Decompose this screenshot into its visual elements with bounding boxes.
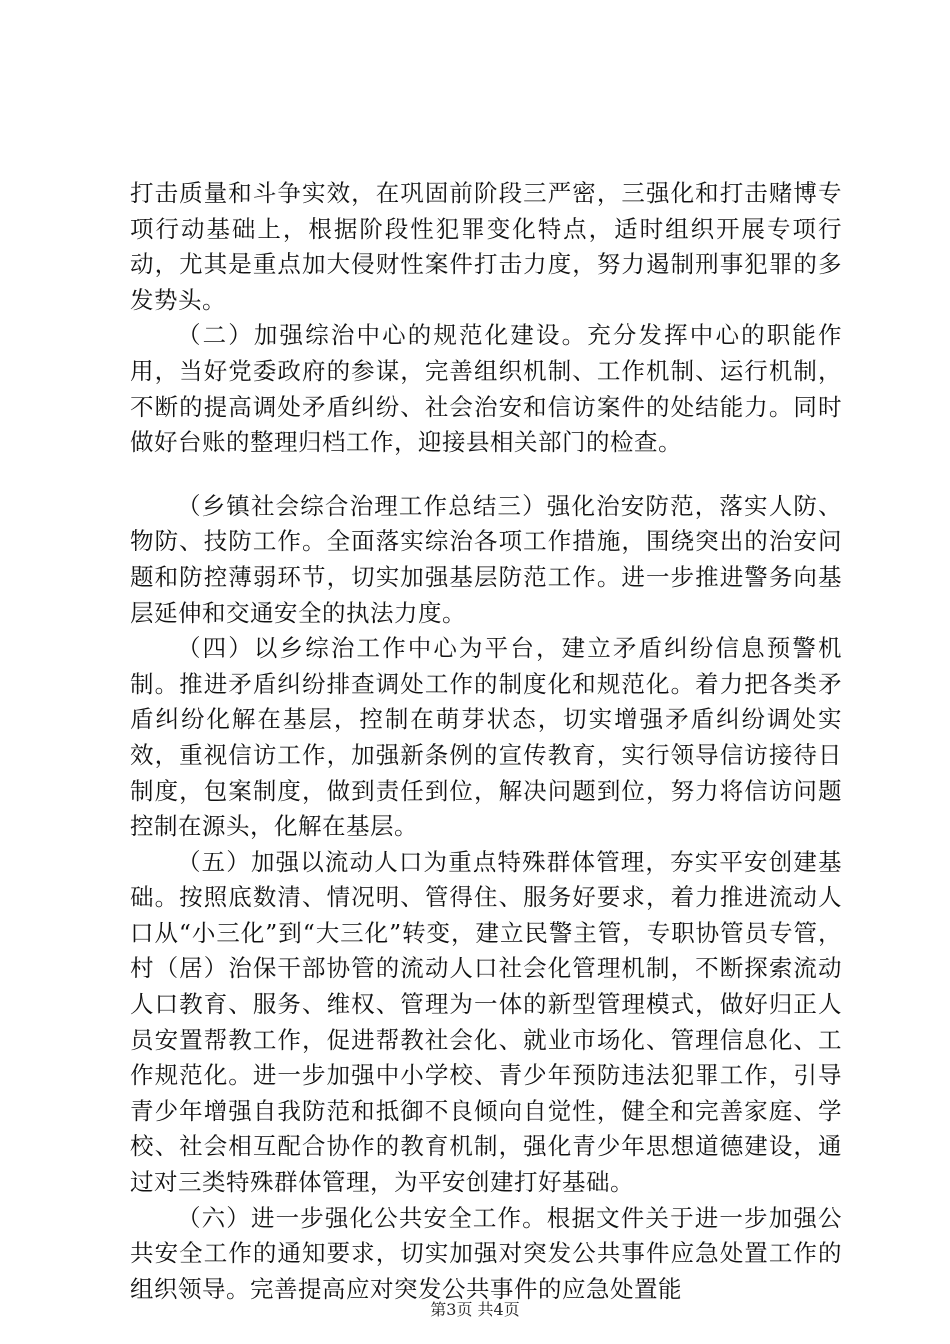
paragraph-section-6: （六）进一步强化公共安全工作。根据文件关于进一步加强公共安全工作的通知要求，切实加强对突发公共事件应急处置工作的组织领导。完善提高应对突发公共事件的应急处置能: [130, 1203, 842, 1303]
page-number-footer: 第3页 共4页: [430, 1300, 520, 1319]
paragraph-continuation: 打击质量和斗争实效，在巩固前阶段三严密，三强化和打击赌博专项行动基础上，根据阶段性犯罪变化特点，适时组织开展专项行动，尤其是重点加大侵财性案件打击力度，努力遏制刑事犯罪的多发势头。: [130, 179, 842, 314]
paragraph-section-3: （乡镇社会综合治理工作总结三）强化治安防范，落实人防、物防、技防工作。全面落实综治各项工作措施，围绕突出的治安问题和防控薄弱环节，切实加强基层防范工作。进一步推进警务向基层延伸和交通安全的执法力度。: [130, 491, 842, 627]
document-body: [130, 176, 842, 1307]
paragraph-section-2: （二）加强综治中心的规范化建设。充分发挥中心的职能作用，当好党委政府的参谋，完善组织机制、工作机制、运行机制，不断的提高调处矛盾纠纷、社会治安和信访案件的处结能力。同时做好台账的整理归档工作，迎接县相关部门的检查。: [130, 321, 842, 457]
paragraph-section-4: （四）以乡综治工作中心为平台，建立矛盾纠纷信息预警机制。推进矛盾纠纷排查调处工作的制度化和规范化。着力把各类矛盾纠纷化解在基层，控制在萌芽状态，切实增强矛盾纠纷调处实效，重视信访工作，加强新条例的宣传教育，实行领导信访接待日制度，包案制度，做到责任到位，解决问题到位，努力将信访问题控制在源头，化解在基层。: [130, 634, 842, 841]
paragraph-section-5: （五）加强以流动人口为重点特殊群体管理，夯实平安创建基础。按照底数清、情况明、管得住、服务好要求，着力推进流动人口从“小三化”到“大三化”转变，建立民警主管，专职协管员专管，村（居）治保干部协管的流动人口社会化管理机制，不断探索流动人口教育、服务、维权、管理为一体的新型管理模式，做好归正人员安置帮教工作，促进帮教社会化、就业市场化、管理信息化、工作规范化。进一步加强中小学校、青少年预防违法犯罪工作，引导青少年增强自我防范和抵御不良倾向自觉性，健全和完善家庭、学校、社会相互配合协作的教育机制，强化青少年思想道德建设，通过对三类特殊群体管理，为平安创建打好基础。: [130, 847, 842, 1197]
